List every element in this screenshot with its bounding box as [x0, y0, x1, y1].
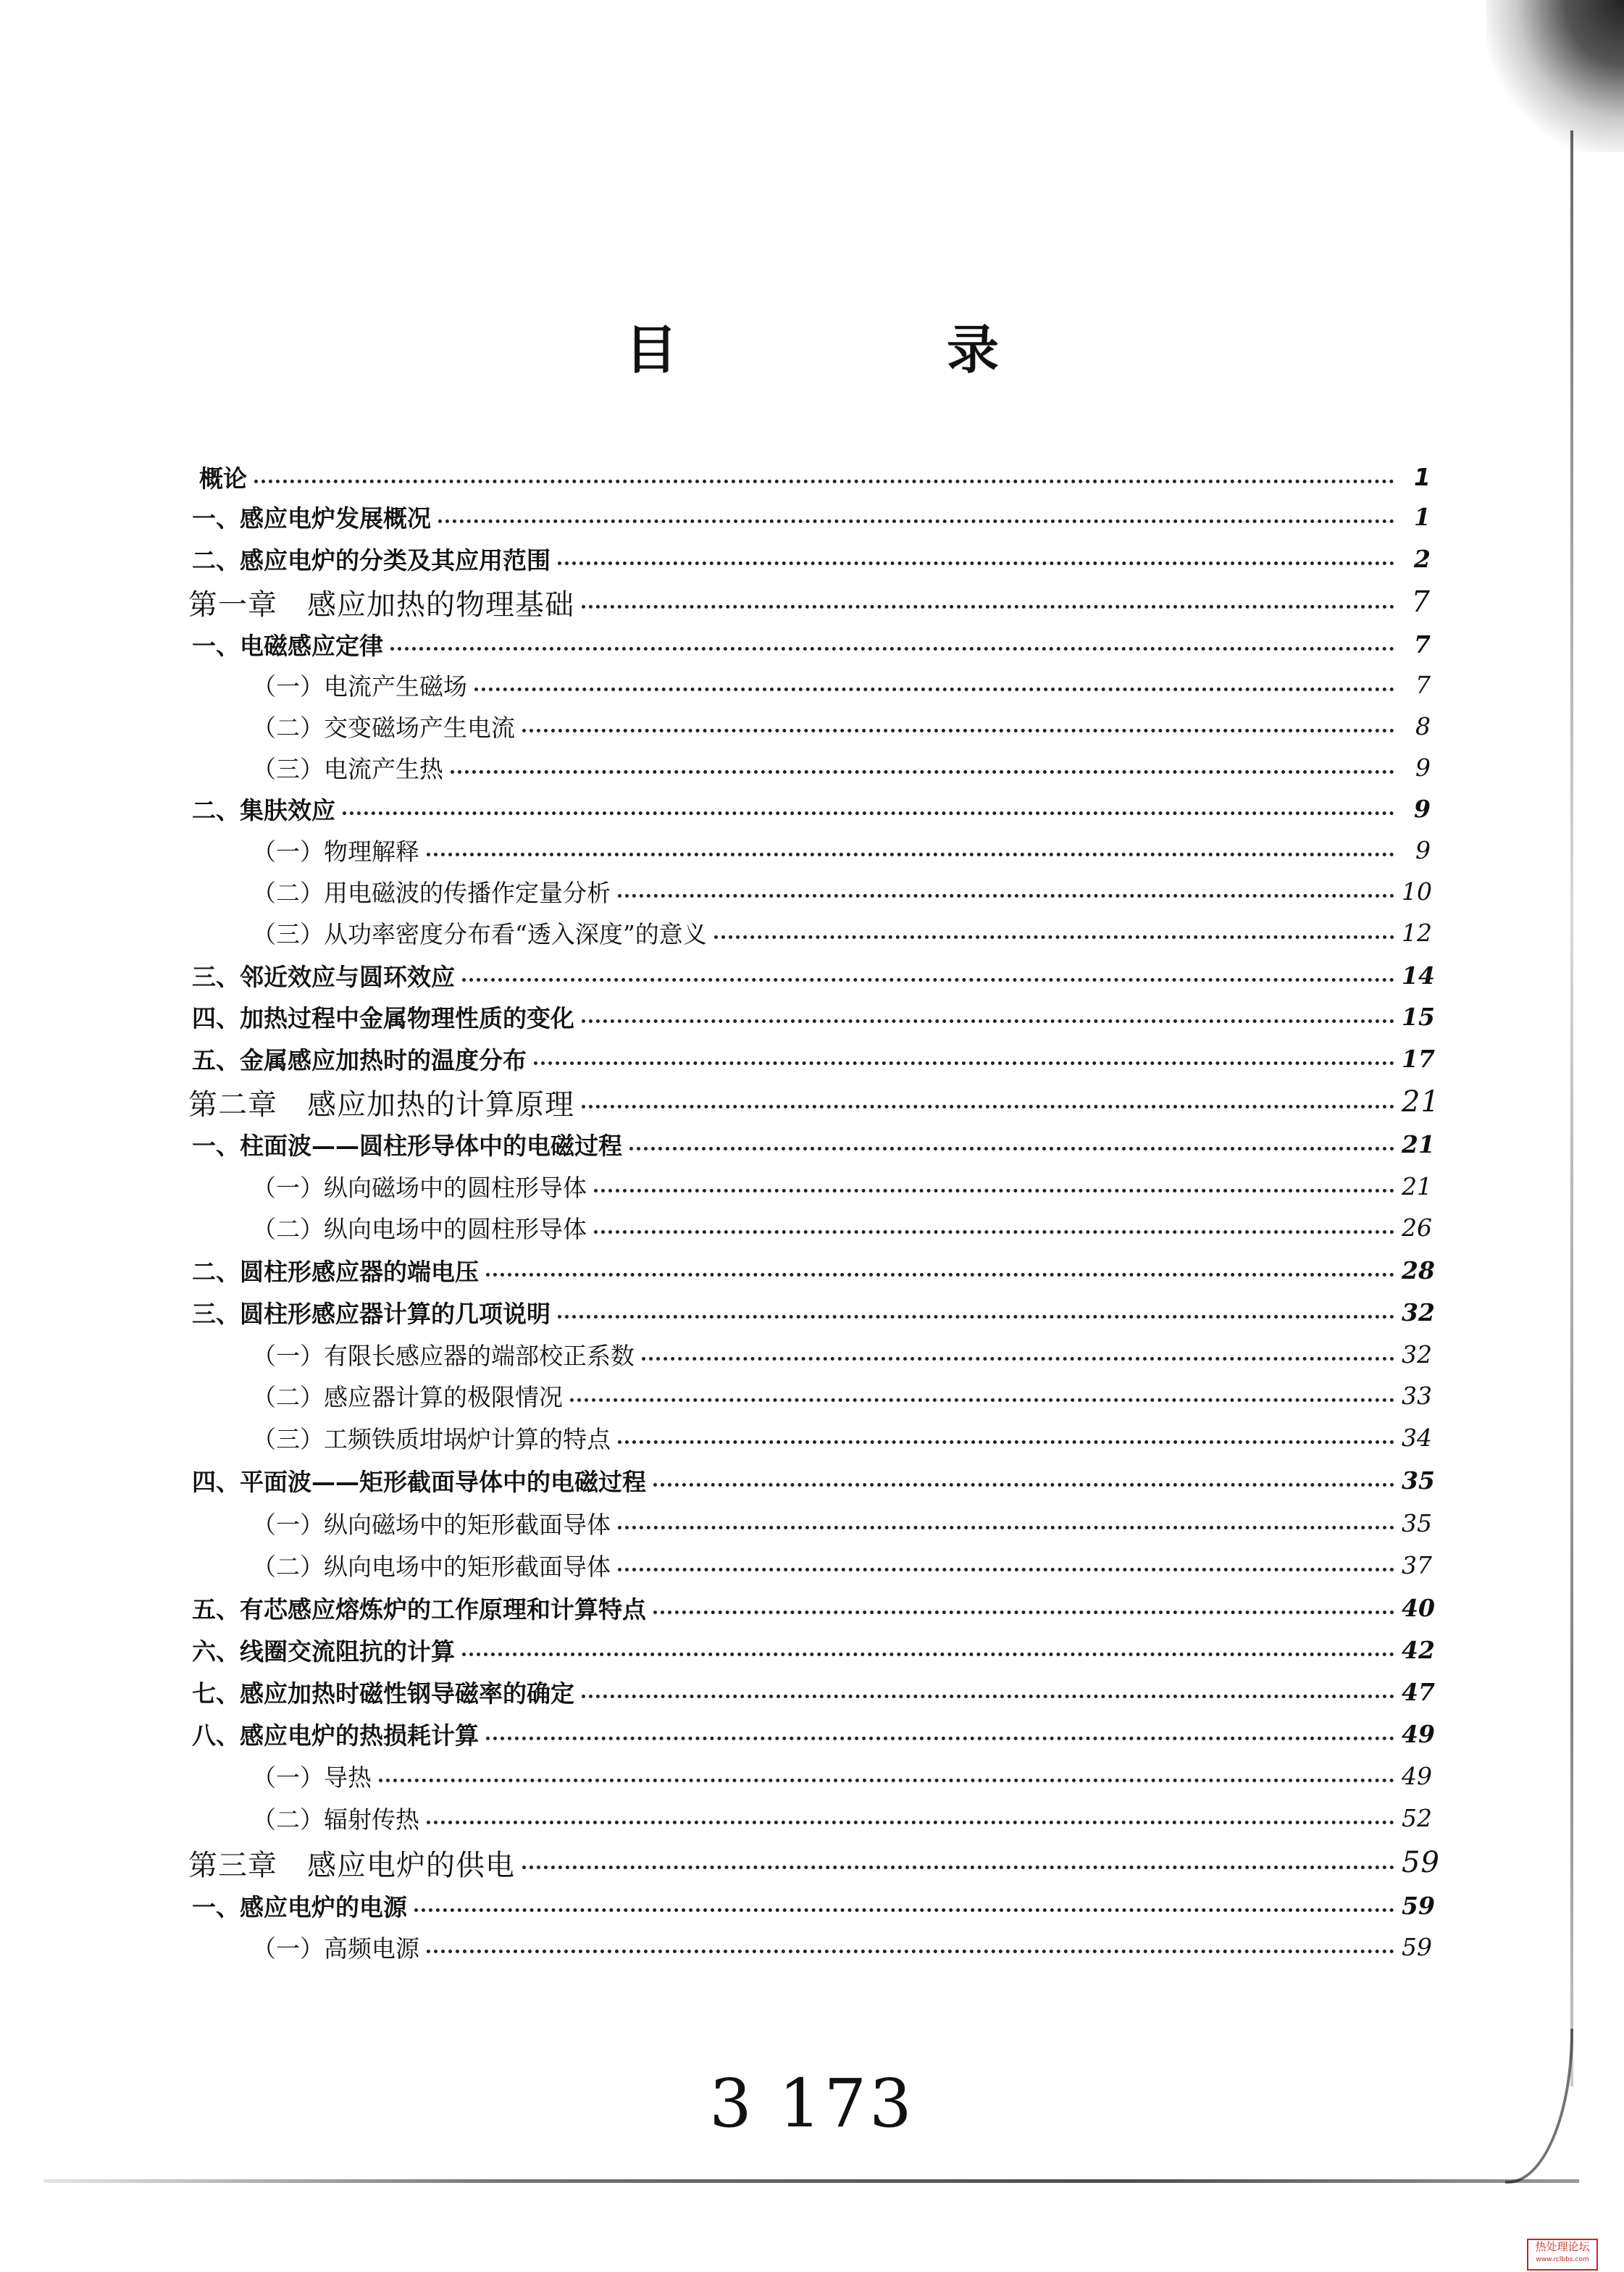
toc-entry-label: （一）高频电源: [252, 1934, 419, 1963]
toc-dot-leader: [582, 605, 1394, 609]
toc-entry-page: 9: [1415, 753, 1431, 782]
toc-dot-leader: [653, 1483, 1394, 1487]
toc-entry: [192, 1713, 1435, 1754]
toc-entry-label: 二、集肤效应: [192, 795, 335, 824]
toc-dot-leader: [414, 1908, 1394, 1912]
toc-entry: [188, 1082, 1440, 1122]
toc-dot-leader: [534, 1061, 1394, 1065]
toc-entry-page: 32: [1402, 1340, 1432, 1369]
toc-dot-leader: [618, 1526, 1394, 1529]
toc-entry: [252, 1166, 1431, 1206]
toc-dot-leader: [522, 1866, 1394, 1869]
toc-entry: [252, 1503, 1431, 1543]
toc-entry-label: （三）工频铁质坩埚炉计算的特点: [252, 1424, 611, 1453]
toc-entry-page: 49: [1402, 1719, 1435, 1748]
toc-dot-leader: [462, 978, 1394, 982]
toc-entry-label: （二）感应器计算的极限情况: [252, 1382, 563, 1411]
toc-entry-label: 第一章 感应加热的物理基础: [188, 588, 574, 622]
toc-entry-page: 35: [1402, 1466, 1435, 1495]
toc-entry-label: 五、有芯感应熔炼炉的工作原理和计算特点: [192, 1595, 646, 1624]
toc-entry-page: 12: [1402, 918, 1432, 947]
call-number: 3 173: [709, 2065, 915, 2142]
scan-edge-bottom: [43, 2179, 1579, 2183]
toc-entry-label: （二）纵向电场中的圆柱形导体: [252, 1214, 587, 1243]
toc-entry-label: 一、感应电炉发展概况: [192, 504, 431, 532]
toc-entry: [252, 830, 1431, 870]
toc-dot-leader: [427, 1950, 1394, 1953]
toc-entry-page: 32: [1402, 1298, 1435, 1327]
toc-entry: [192, 1885, 1435, 1926]
toc-dot-leader: [618, 1568, 1394, 1571]
toc-entry-page: 33: [1402, 1381, 1432, 1410]
toc-entry: [192, 624, 1431, 664]
toc-dot-leader: [486, 1737, 1394, 1740]
toc-entry-label: （一）纵向磁场中的矩形截面导体: [252, 1510, 611, 1539]
toc-entry: [252, 1545, 1431, 1585]
toc-entry-page: 14: [1402, 961, 1435, 990]
toc-entry-label: 第二章 感应加热的计算原理: [188, 1087, 574, 1122]
toc-entry-page: 7: [1414, 630, 1431, 659]
toc-dot-leader: [522, 729, 1394, 732]
toc-dot-leader: [390, 647, 1394, 651]
toc-entry-page: 35: [1402, 1508, 1432, 1537]
toc-entry: [188, 582, 1431, 622]
toc-entry-label: 八、感应电炉的热损耗计算: [192, 1721, 479, 1750]
toc-entry: [192, 1629, 1435, 1670]
toc-entry-page: 2: [1414, 544, 1431, 573]
toc-entry-label: 概论: [199, 464, 247, 493]
toc-dot-leader: [653, 1611, 1394, 1614]
toc-dot-leader: [642, 1357, 1394, 1361]
toc-entry: [192, 1124, 1435, 1164]
toc-entry: [188, 1842, 1440, 1883]
toc-entry-label: （二）交变磁场产生电流: [252, 713, 515, 742]
toc-entry-page: 1: [1414, 462, 1431, 491]
toc-entry-label: 四、加热过程中金属物理性质的变化: [192, 1003, 574, 1032]
toc-entry: [192, 538, 1431, 579]
watermark-text: 热处理论坛: [1535, 2240, 1590, 2253]
toc-entry-label: （一）物理解释: [252, 837, 419, 866]
toc-entry-page: 59: [1402, 1932, 1432, 1961]
toc-entry-label: 四、平面波——矩形截面导体中的电磁过程: [192, 1467, 646, 1496]
toc-dot-leader: [438, 519, 1394, 523]
toc-entry-page: 28: [1402, 1256, 1435, 1285]
toc-entry-page: 9: [1414, 794, 1431, 823]
toc-entry-label: 一、电磁感应定律: [192, 631, 383, 660]
toc-dot-leader: [582, 1695, 1394, 1698]
toc-entry-page: 59: [1402, 1891, 1435, 1920]
toc-entry-label: 五、金属感应加热时的温度分布: [192, 1045, 527, 1074]
toc-dot-leader: [629, 1147, 1394, 1150]
toc-dot-leader: [474, 688, 1394, 691]
toc-entry-label: （一）纵向磁场中的圆柱形导体: [252, 1173, 587, 1202]
toc-entry: [192, 788, 1431, 829]
toc-entry: [252, 1417, 1431, 1458]
toc-entry-label: （一）有限长感应器的端部校正系数: [252, 1341, 635, 1370]
toc-dot-leader: [486, 1273, 1394, 1277]
toc-entry-page: 10: [1402, 877, 1432, 906]
toc-entry: [252, 664, 1431, 705]
toc-entry-page: 1: [1414, 502, 1431, 531]
toc-dot-leader: [558, 1315, 1394, 1319]
toc-entry-page: 47: [1402, 1677, 1435, 1706]
toc-entry: [192, 1250, 1435, 1290]
toc-dot-leader: [427, 1821, 1394, 1824]
toc-entry-label: 二、感应电炉的分类及其应用范围: [192, 546, 551, 575]
toc-entry-page: 49: [1402, 1761, 1432, 1790]
toc-entry-label: （三）电流产生热: [252, 754, 443, 783]
toc-entry: [192, 1460, 1435, 1500]
toc-entry: [252, 1207, 1431, 1248]
toc-entry-label: 三、邻近效应与圆环效应: [192, 962, 455, 991]
toc-entry: [252, 1755, 1431, 1796]
toc-entry-page: 7: [1415, 670, 1431, 699]
toc-entry-label: 二、圆柱形感应器的端电压: [192, 1257, 479, 1286]
toc-entry-page: 8: [1415, 711, 1431, 740]
toc-dot-leader: [714, 935, 1394, 939]
toc-dot-leader: [427, 853, 1394, 856]
toc-entry: [199, 456, 1431, 497]
toc-dot-leader: [462, 1653, 1394, 1656]
toc-entry: [192, 496, 1431, 537]
toc-entry-page: 7: [1411, 585, 1431, 619]
toc-entry-label: （一）导热: [252, 1763, 372, 1792]
toc-entry-page: 40: [1402, 1593, 1435, 1622]
toc-entry: [192, 955, 1435, 995]
toc-dot-leader: [570, 1398, 1394, 1402]
toc-entry: [252, 1334, 1431, 1374]
toc-entry-page: 21: [1402, 1129, 1435, 1158]
toc-entry: [192, 996, 1435, 1037]
toc-entry: [252, 1797, 1431, 1838]
toc-entry-label: （三）从功率密度分布看“透入深度”的意义: [252, 919, 707, 948]
toc-entry-page: 26: [1402, 1213, 1432, 1242]
toc-entry-label: （二）用电磁波的传播作定量分析: [252, 878, 611, 907]
scan-shadow-corner: [1486, 0, 1624, 152]
toc-dot-leader: [343, 811, 1394, 815]
toc-dot-leader: [379, 1779, 1394, 1782]
toc-dot-leader: [451, 770, 1394, 774]
toc-dot-leader: [582, 1105, 1394, 1108]
toc-entry: [192, 1292, 1435, 1332]
toc-dot-leader: [594, 1230, 1394, 1234]
toc-dot-leader: [582, 1019, 1394, 1023]
toc-entry: [192, 1038, 1435, 1079]
scan-edge-right: [1570, 130, 1573, 2087]
toc-entry-page: 59: [1402, 1846, 1440, 1879]
toc-entry-page: 52: [1402, 1803, 1432, 1832]
toc-entry-label: （二）纵向电场中的矩形截面导体: [252, 1552, 611, 1581]
toc-entry-page: 21: [1402, 1085, 1440, 1119]
toc-entry: [252, 1375, 1431, 1416]
toc-dot-leader: [594, 1189, 1394, 1193]
toc-entry-page: 34: [1402, 1423, 1432, 1452]
toc-entry-page: 42: [1402, 1635, 1435, 1664]
toc-entry-label: 六、线圈交流阻抗的计算: [192, 1637, 455, 1666]
toc-entry-label: （一）电流产生磁场: [252, 672, 467, 701]
toc-entry: [192, 1671, 1435, 1712]
toc-entry-label: （二）辐射传热: [252, 1805, 419, 1834]
toc-entry-page: 37: [1402, 1550, 1432, 1579]
toc-entry-label: 第三章 感应电炉的供电: [188, 1848, 515, 1882]
toc-entry-label: 三、圆柱形感应器计算的几项说明: [192, 1299, 551, 1328]
watermark-url: www.rclbbs.com: [1536, 2256, 1589, 2263]
toc-entry-label: 七、感应加热时磁性钢导磁率的确定: [192, 1679, 574, 1708]
toc-entry: [252, 1926, 1431, 1967]
toc-entry: [252, 871, 1431, 911]
forum-watermark: [1527, 2239, 1598, 2271]
toc-entry-page: 21: [1402, 1172, 1432, 1200]
toc-entry: [252, 912, 1431, 953]
toc-entry-page: 15: [1402, 1002, 1435, 1031]
toc-dot-leader: [618, 894, 1394, 898]
toc-entry-page: 17: [1402, 1044, 1435, 1073]
toc-entry-label: 一、感应电炉的电源: [192, 1892, 407, 1921]
toc-entry: [192, 1587, 1435, 1628]
toc-entry-page: 9: [1415, 835, 1431, 864]
toc-entry: [252, 747, 1431, 788]
toc-dot-leader: [254, 480, 1394, 483]
toc-entry: [252, 706, 1431, 746]
toc-entry-label: 一、柱面波——圆柱形导体中的电磁过程: [192, 1131, 622, 1160]
toc-dot-leader: [618, 1440, 1394, 1444]
toc-dot-leader: [558, 561, 1394, 565]
page-title: 目 录: [624, 320, 1108, 380]
